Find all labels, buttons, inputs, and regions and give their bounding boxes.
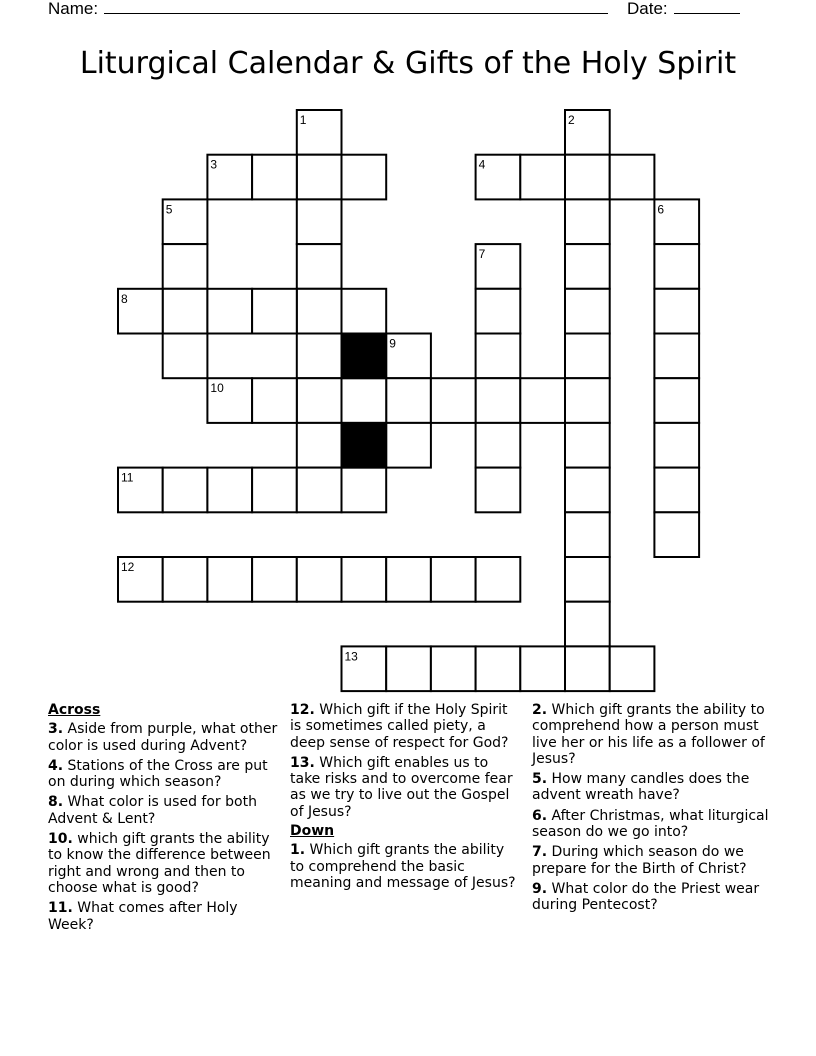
clues-column-3 [532, 702, 772, 918]
grid-cell[interactable] [342, 378, 387, 423]
grid-cell[interactable] [565, 199, 610, 244]
down-clue-list-cont [532, 702, 772, 914]
grid-cell[interactable] [654, 289, 699, 334]
clue-number: 3. [48, 721, 64, 738]
grid-cell[interactable] [297, 468, 342, 513]
clue-number: 4. [48, 757, 64, 774]
grid-cell[interactable] [342, 557, 387, 602]
date-label: Date: [627, 0, 668, 18]
clue-10 [48, 831, 280, 896]
grid-cell[interactable] [163, 468, 208, 513]
grid-cell[interactable] [297, 199, 342, 244]
grid-cell[interactable] [654, 334, 699, 379]
cell-number: 7 [478, 247, 486, 262]
grid-cell[interactable] [342, 468, 387, 513]
name-label: Name: [48, 0, 99, 18]
grid-cell[interactable] [297, 378, 342, 423]
clue-13 [290, 755, 520, 820]
grid-cell[interactable] [654, 378, 699, 423]
grid-cell[interactable] [163, 244, 208, 289]
page-title: Liturgical Calendar & Gifts of the Holy Spirit [79, 46, 737, 81]
grid-cell[interactable] [163, 557, 208, 602]
clue-text: After Christmas, what liturgical season do we go into? [532, 807, 769, 841]
clue-number: 10. [48, 831, 73, 848]
grid-cell[interactable] [118, 289, 163, 334]
grid-cell[interactable] [565, 334, 610, 379]
grid-cell[interactable] [297, 334, 342, 379]
grid-cell[interactable] [252, 557, 297, 602]
clue-text: Which gift grants the ability to comprehend how a person must live her or his life as a follower of Jesus? [532, 702, 765, 767]
grid-cell[interactable] [386, 334, 431, 379]
black-cell [342, 423, 387, 468]
grid-cell[interactable] [431, 646, 476, 691]
grid-cell[interactable] [297, 557, 342, 602]
grid-cell[interactable] [207, 155, 252, 200]
clue-6 [532, 808, 772, 841]
clue-3 [48, 721, 280, 754]
grid-cell[interactable] [565, 110, 610, 155]
clue-number: 1. [290, 842, 306, 859]
cell-number: 11 [121, 470, 134, 485]
clue-text: Which gift if the Holy Spirit is sometimes called piety, a deep sense of respect for God? [290, 702, 509, 751]
grid-cell[interactable] [565, 378, 610, 423]
clue-number: 8. [48, 794, 64, 811]
grid-cell[interactable] [610, 155, 655, 200]
clue-2 [532, 702, 772, 767]
clue-number: 6. [532, 807, 548, 824]
grid-cell[interactable] [654, 468, 699, 513]
grid-cell[interactable] [565, 289, 610, 334]
cell-number: 4 [478, 157, 486, 172]
clue-text: Aside from purple, what other color is used during Advent? [48, 721, 278, 754]
clue-text: Which gift enables us to take risks and to overcome fear as we try to live out the Gospel of Jesus? [290, 754, 513, 820]
grid-cell[interactable] [476, 557, 521, 602]
clue-7 [532, 844, 772, 877]
grid-cell[interactable] [386, 557, 431, 602]
across-heading: Across [48, 702, 101, 718]
grid-cell[interactable] [207, 468, 252, 513]
clue-text: Which gift grants the ability to comprehend the basic meaning and message of Jesus? [290, 842, 516, 891]
grid-cell[interactable] [342, 646, 387, 691]
grid-cell[interactable] [610, 646, 655, 691]
grid-cell[interactable] [654, 423, 699, 468]
grid-cell[interactable] [342, 155, 387, 200]
name-label-row [48, 0, 608, 19]
grid-cell[interactable] [565, 244, 610, 289]
date-label-row [627, 0, 740, 19]
grid-cell[interactable] [207, 289, 252, 334]
clues-column-2 [290, 702, 520, 895]
grid-cell[interactable] [520, 646, 565, 691]
cell-number: 2 [568, 113, 575, 127]
grid-cell[interactable] [207, 557, 252, 602]
clue-12 [290, 702, 520, 751]
grid-cell[interactable] [163, 334, 208, 379]
clue-5 [532, 771, 772, 804]
cell-number: 12 [121, 560, 135, 574]
clue-text: How many candles does the advent wreath have? [532, 771, 750, 804]
clue-9 [532, 881, 772, 914]
grid-cell[interactable] [252, 289, 297, 334]
grid-cell[interactable] [476, 423, 521, 468]
grid-cell[interactable] [476, 244, 521, 289]
grid-cell[interactable] [476, 646, 521, 691]
grid-cell[interactable] [565, 646, 610, 691]
cell-number: 10 [210, 381, 224, 396]
grid-cell[interactable] [476, 155, 521, 200]
clue-number: 5. [532, 771, 548, 788]
grid-cell[interactable] [207, 378, 252, 423]
grid-cell[interactable] [252, 378, 297, 423]
grid-cell[interactable] [520, 155, 565, 200]
grid-cell[interactable] [565, 512, 610, 557]
grid-cell[interactable] [654, 512, 699, 557]
grid-cell[interactable] [565, 423, 610, 468]
clue-8 [48, 794, 280, 827]
grid-cell[interactable] [386, 423, 431, 468]
down-heading: Down [290, 823, 335, 840]
grid-cell[interactable] [297, 155, 342, 200]
clue-number: 2. [532, 702, 548, 718]
grid-cell[interactable] [520, 378, 565, 423]
grid-cell[interactable] [431, 557, 476, 602]
grid-cell[interactable] [565, 155, 610, 200]
grid-cell[interactable] [252, 155, 297, 200]
grid-cell[interactable] [252, 468, 297, 513]
name-blank[interactable] [104, 0, 608, 14]
cell-number: 9 [389, 336, 396, 351]
cell-number: 3 [210, 157, 218, 172]
grid-cell[interactable] [118, 468, 163, 513]
grid-cell[interactable] [654, 199, 699, 244]
grid-cell[interactable] [431, 378, 476, 423]
grid-cell[interactable] [476, 378, 521, 423]
grid-cell[interactable] [163, 289, 208, 334]
grid-cell[interactable] [476, 334, 521, 379]
down-clue-list [290, 842, 520, 891]
clue-text: What color is used for both Advent & Lent? [48, 794, 257, 827]
cell-number: 13 [344, 649, 358, 664]
grid-cell[interactable] [654, 244, 699, 289]
clue-number: 9. [532, 880, 548, 897]
clue-text: During which season do we prepare for the Birth of Christ? [532, 844, 747, 877]
grid-cell[interactable] [163, 199, 208, 244]
grid-cell[interactable] [297, 423, 342, 468]
clues-column-1 [48, 702, 280, 937]
cell-number: 8 [121, 291, 128, 306]
grid-cell[interactable] [297, 289, 342, 334]
across-clue-list [48, 721, 280, 933]
clue-11 [48, 900, 280, 933]
grid-cell[interactable] [118, 557, 163, 602]
clue-4 [48, 758, 280, 791]
grid-cell[interactable] [386, 646, 431, 691]
grid-cell[interactable] [565, 557, 610, 602]
black-cell [342, 334, 387, 379]
grid-cell[interactable] [476, 468, 521, 513]
grid-cell[interactable] [297, 244, 342, 289]
clue-text: What comes after Holy Week? [48, 900, 238, 933]
cell-number: 5 [165, 202, 173, 217]
grid-cell[interactable] [565, 468, 610, 513]
clue-number: 13. [290, 754, 315, 771]
clue-number: 12. [290, 702, 315, 718]
cell-number: 1 [299, 113, 307, 127]
grid-cell[interactable] [297, 110, 342, 155]
clue-text: which gift grants the ability to know the difference between right and wrong and then to choose what is good? [48, 831, 271, 896]
date-blank[interactable] [674, 0, 740, 14]
grid-cell[interactable] [342, 289, 387, 334]
grid-cell[interactable] [476, 289, 521, 334]
clue-text: Stations of the Cross are put on during which season? [48, 757, 268, 791]
cell-number: 6 [657, 202, 665, 217]
clue-number: 7. [532, 844, 548, 861]
clue-text: What color do the Priest wear during Pentecost? [532, 880, 760, 914]
grid-cell[interactable] [565, 602, 610, 647]
across-clue-list-cont [290, 702, 520, 820]
clue-number: 11. [48, 900, 73, 917]
clue-1 [290, 842, 520, 891]
grid-cell[interactable] [386, 378, 431, 423]
